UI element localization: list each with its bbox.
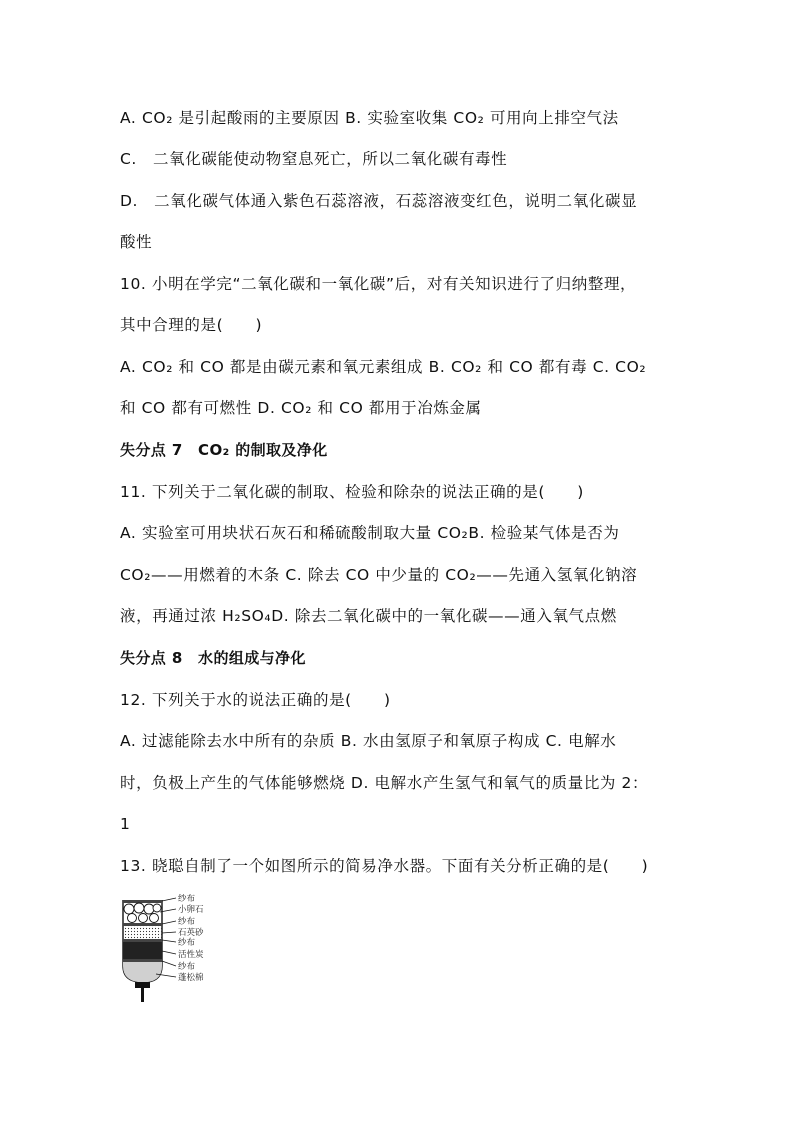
- figure-label: 纱布: [178, 962, 196, 972]
- question-11-options-1: A. 实验室可用块状石灰石和稀硫酸制取大量 CO₂B. 检验某气体是否为: [120, 524, 620, 542]
- figure-label: 石英砂: [178, 928, 204, 938]
- pebble-layer: [124, 903, 161, 923]
- question-10-options-1: A. CO₂ 和 CO 都是由碳元素和氧元素组成 B. CO₂ 和 CO 都有毒 C. CO₂: [120, 358, 647, 376]
- question-11-options-2: CO₂——用燃着的木条 C. 除去 CO 中少量的 CO₂——先通入氢氧化钠溶: [120, 566, 638, 584]
- gauze-layer: [123, 923, 162, 926]
- question-12-options-2: 时，负极上产生的气体能够燃烧 D. 电解水产生氢气和氧气的质量比为 2：: [120, 774, 649, 792]
- figure-label: 活性炭: [178, 950, 204, 960]
- figure-label: 纱布: [178, 917, 196, 927]
- question-12-options-1: A. 过滤能除去水中所有的杂质 B. 水由氢原子和氧原子构成 C. 电解水: [120, 732, 617, 750]
- question-10-line-1: 10. 小明在学完“二氧化碳和一氧化碳”后，对有关知识进行了归纳整理，: [120, 275, 637, 293]
- option-a-line: A. CO₂ 是引起酸雨的主要原因 B. 实验室收集 CO₂ 可用向上排空气法: [120, 109, 619, 127]
- option-d-continuation: 酸性: [120, 233, 153, 251]
- question-12-options-3: 1: [120, 815, 131, 833]
- stopper: [135, 982, 150, 988]
- water-filter-drawing: [118, 894, 228, 1006]
- section-heading-8: 失分点 8 水的组成与净化: [120, 649, 306, 667]
- gauze-layer: [123, 959, 162, 962]
- figure-label: 小卵石: [178, 905, 204, 915]
- gauze-layer: [123, 900, 162, 903]
- question-11-line-1: 11. 下列关于二氧化碳的制取、检验和除杂的说法正确的是( ): [120, 483, 584, 501]
- outlet-tube: [141, 988, 144, 1002]
- option-c-line: C. 二氧化碳能使动物窒息死亡，所以二氧化碳有毒性: [120, 150, 508, 168]
- figure-label: 纱布: [178, 894, 196, 904]
- figure-label: 蓬松棉: [178, 973, 204, 983]
- question-13-line-1: 13. 晓聪自制了一个如图所示的简易净水器。下面有关分析正确的是( ): [120, 857, 649, 875]
- water-filter-diagram: [118, 894, 228, 1006]
- question-11-options-3: 液，再通过浓 H₂SO₄D. 除去二氧化碳中的一氧化碳——通入氧气点燃: [120, 607, 617, 625]
- gauze-layer: [123, 939, 162, 942]
- option-d-line: D. 二氧化碳气体通入紫色石蕊溶液，石蕊溶液变红色，说明二氧化碳显: [120, 192, 638, 210]
- figure-label: 纱布: [178, 938, 196, 948]
- quartz-sand-layer: [123, 926, 162, 939]
- section-heading-7: 失分点 7 CO₂ 的制取及净化: [120, 441, 328, 459]
- activated-carbon-layer: [123, 942, 162, 959]
- question-10-line-2: 其中合理的是( ): [120, 316, 263, 334]
- question-12-line-1: 12. 下列关于水的说法正确的是( ): [120, 691, 391, 709]
- question-10-options-2: 和 CO 都有可燃性 D. CO₂ 和 CO 都用于冶炼金属: [120, 399, 482, 417]
